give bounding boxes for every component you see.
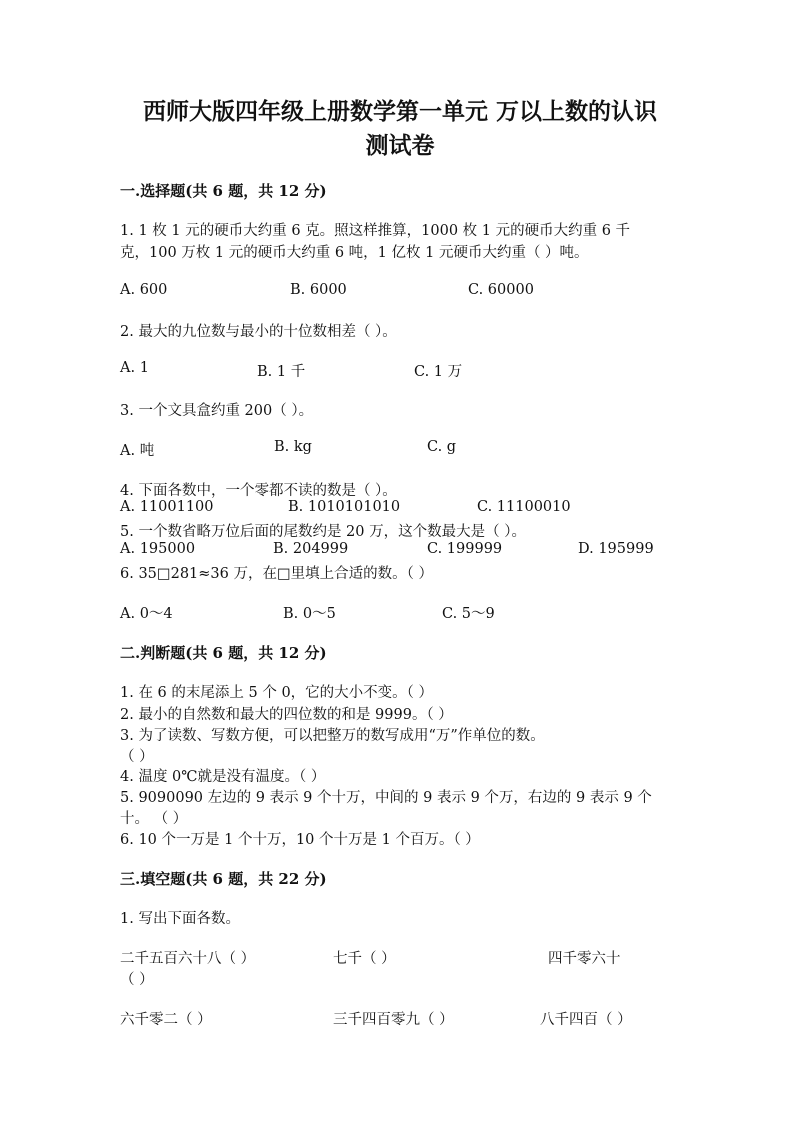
q5-text: 5. 一个数省略万位后面的尾数约是 20 万，这个数最大是（ ）。 [120,524,526,540]
q6-option-a: A. 0～4 [120,606,173,622]
fill-item: 六千零二（ ） [120,1012,212,1028]
q5-option-d: D. 195999 [578,541,654,557]
fill-item: 七千（ ） [333,951,396,967]
judge-line: 3. 为了读数、写数方便，可以把整万的数写成用“万”作单位的数。 [120,728,545,744]
page-title-line2: 测试卷 [365,132,435,159]
q1-option-b: B. 6000 [290,282,347,298]
judge-line: 4. 温度 0℃就是没有温度。（ ） [120,769,326,785]
section3-heading: 三.填空题(共 6 题，共 22 分) [120,870,327,888]
q1-option-a: A. 600 [120,282,168,298]
q6-option-c: C. 5～9 [442,606,495,622]
q2-option-a: A. 1 [120,360,149,376]
q4-option-c: C. 11100010 [477,499,571,515]
page-title-line1: 西师大版四年级上册数学第一单元 万以上数的认识 [142,98,657,125]
q2-option-c: C. 1 万 [414,364,463,380]
q4-option-a: A. 11001100 [120,499,214,515]
q3-option-b: B. kg [274,439,312,455]
fill-item: 二千五百六十八（ ） [120,951,256,967]
section1-heading: 一.选择题(共 6 题，共 12 分) [120,182,327,200]
judge-line: 十。 （ ） [120,811,188,827]
q4-option-b: B. 1010101010 [288,499,401,515]
q1-line1: 1. 1 枚 1 元的硬币大约重 6 克。照这样推算，1000 枚 1 元的硬币大约重 6 千 [120,223,631,239]
q5-option-a: A. 195000 [120,541,196,557]
fill-q1-text: 1. 写出下面各数。 [120,911,240,927]
fill-item: 三千四百零九（ ） [333,1012,454,1028]
fill-item: （ ） [120,972,154,988]
q3-option-a: A. 吨 [120,443,155,459]
q1-option-c: C. 60000 [468,282,534,298]
judge-line: 6. 10 个一万是 1 个十万，10 个十万是 1 个百万。（ ） [120,832,480,848]
q4-text: 4. 下面各数中，一个零都不读的数是（ ）。 [120,483,397,499]
judge-line: 2. 最小的自然数和最大的四位数的和是 9999。（ ） [120,707,453,723]
section2-heading: 二.判断题(共 6 题，共 12 分) [120,644,327,662]
fill-item: 八千四百（ ） [540,1012,632,1028]
q1-line2: 克，100 万枚 1 元的硬币大约重 6 吨，1 亿枚 1 元硬币大约重（ ）吨。 [120,245,589,261]
q5-option-b: B. 204999 [273,541,349,557]
judge-line: 1. 在 6 的末尾添上 5 个 0，它的大小不变。（ ） [120,685,434,701]
fill-item: 四千零六十 [548,951,621,967]
q6-option-b: B. 0～5 [283,606,336,622]
q3-option-c: C. g [427,439,457,455]
q6-text: 6. 35□281≈36 万，在□里填上合适的数。（ ） [120,566,434,582]
q3-text: 3. 一个文具盒约重 200（ ）。 [120,403,314,419]
q5-option-c: C. 199999 [427,541,503,557]
q2-option-b: B. 1 千 [257,364,306,380]
q2-text: 2. 最大的九位数与最小的十位数相差（ ）。 [120,324,397,340]
judge-line: 5. 9090090 左边的 9 表示 9 个十万，中间的 9 表示 9 个万，右边的 9 表示 9 个 [120,790,652,806]
judge-line: （ ） [120,749,154,765]
